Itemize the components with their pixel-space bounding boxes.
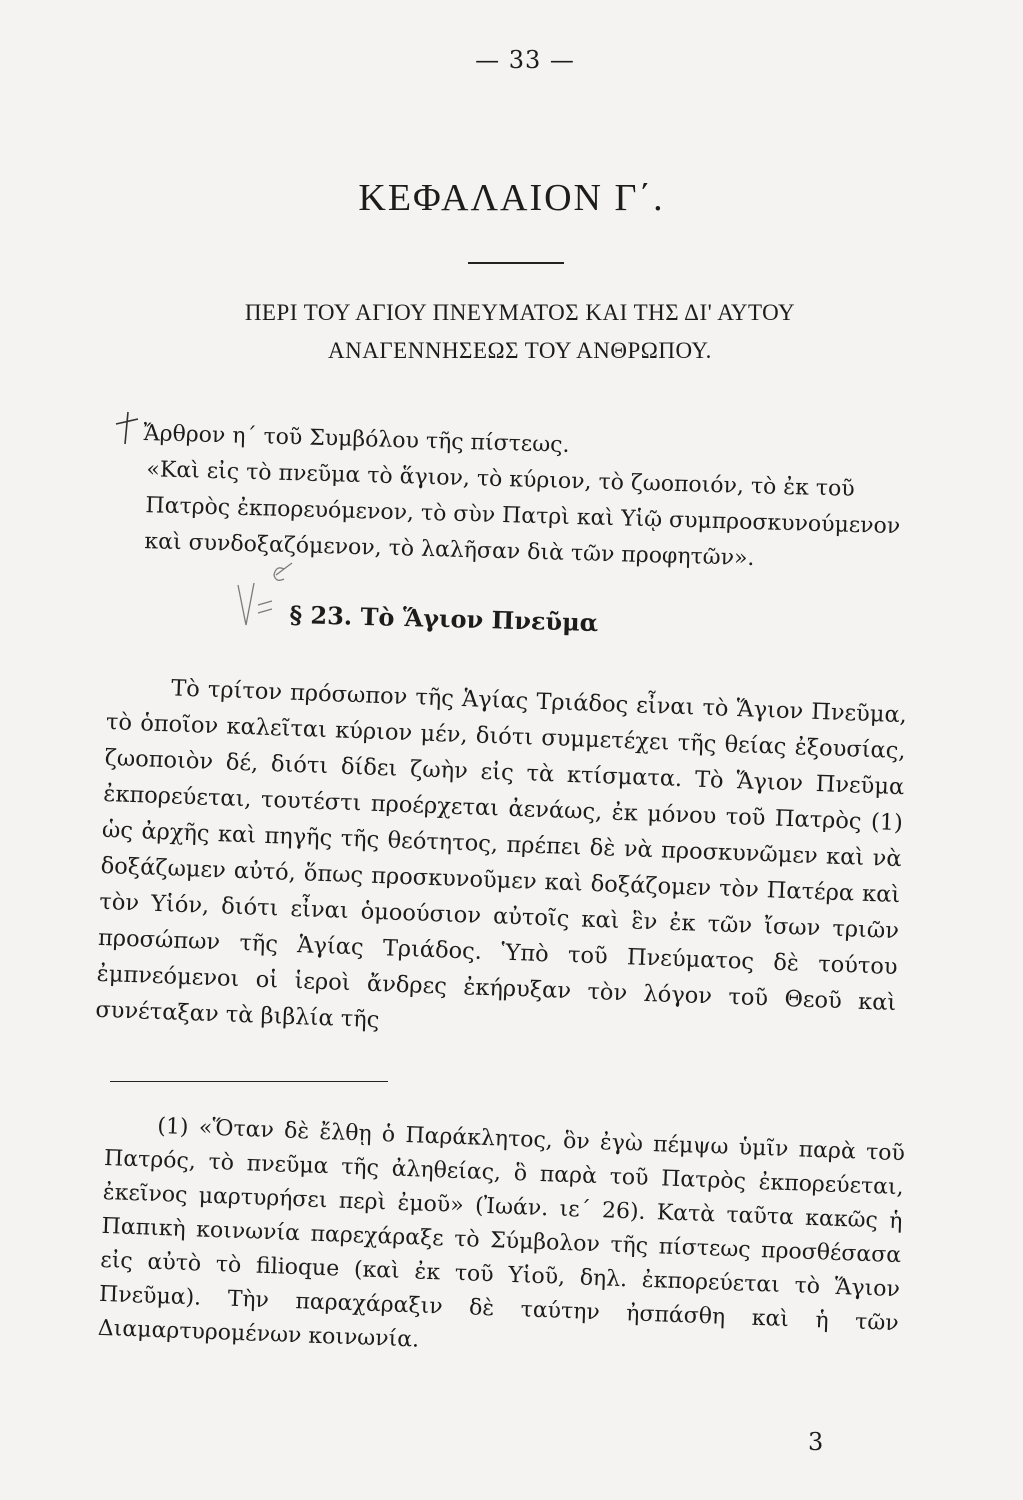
creed-text: «Καὶ εἰς τὸ πνεῦμα τὸ ἅγιον, τὸ κύριον, τὸ ζωοποιόν, τὸ ἐκ τοῦ Πατρὸς ἐκπορευόμενον, τὸ σὺν Πατρὶ καὶ Υἱῷ συμπροσκυνούμενον καὶ συνδοξαζόμενον, τὸ λαλῆσαν διὰ τῶν προφητῶν». xyxy=(144,457,901,572)
footnote-text: (1) «Ὅταν δὲ ἔλθῃ ὁ Παράκλητος, ὃν ἐγὼ πέμψω ὑμῖν παρὰ τοῦ Πατρός, τὸ πνεῦμα τῆς ἀληθείας, ὃ παρὰ τοῦ Πατρὸς ἐκπορεύεται, ἐκεῖνος μαρτυρήσει περὶ ἐμοῦ» (Ἰωάν. ιε΄ 26). Κατὰ ταῦτα κακῶς ἡ Παπικὴ κοινωνία παρεχάραξε τὸ Σύμβολον τῆς πίστεως προσθέσασα εἰς αὐτὸ τὸ filioque (καὶ ἐκ τοῦ Υἱοῦ, δηλ. ἐκπορεύεται τὸ Ἅγιον Πνεῦμα). Τὴν παραχάραξιν δὲ ταύτην ἠσπάσθη καὶ ἡ τῶν Διαμαρτυρομένων κοινωνία. xyxy=(97,1113,906,1353)
chapter-subtitle-line2: ΑΝΑΓΕΝΝΗΣΕΩΣ ΤΟΥ ΑΝΘΡΩΠΟΥ. xyxy=(328,338,712,363)
footnote-divider xyxy=(110,1081,388,1082)
section-heading: § 23. Τὸ Ἅγιον Πνεῦμα xyxy=(289,600,599,638)
chapter-title: ΚΕΦΑΛΑΙΟΝ Γ΄. xyxy=(358,177,665,219)
signature-mark: 3 xyxy=(808,1428,824,1456)
page-number: — 33 — xyxy=(475,46,575,74)
body-paragraph: Τὸ τρίτον πρόσωπον τῆς Ἁγίας Τριάδος εἶναι τὸ Ἅγιον Πνεῦμα, τὸ ὁποῖον καλεῖται κύριον μέν, διότι συμμετέχει τῆς θείας ἐξουσίας, ζωοποιὸν δέ, διότι δίδει ζωὴν εἰς τὰ κτίσματα. Τὸ Ἅγιον Πνεῦμα ἐκπορεύεται, τουτέστι προέρχεται ἀενάως, ἐκ μόνου τοῦ Πατρὸς (1) ὡς ἀρχῆς καὶ πηγῆς τῆς θεότητος, πρέπει δὲ νὰ προσκυνῶμεν καὶ νὰ δοξάζωμεν αὐτό, ὅπως προσκυνοῦμεν καὶ δοξάζομεν τὸν Πατέρα καὶ τὸν Υἱόν, διότι εἶναι ὁμοούσιον αὐτοῖς καὶ ἓν ἐκ τῶν ἴσων τριῶν προσώπων τῆς Ἁγίας Τριάδος. Ὑπὸ τοῦ Πνεύματος δὲ τούτου ἐμπνεόμενοι οἱ ἱεροὶ ἄνδρες ἐκήρυξαν τὸν λόγον τοῦ Θεοῦ καὶ συνέταξαν τὰ βιβλία τῆς xyxy=(94,675,908,1034)
chapter-subtitle-line1: ΠΕΡΙ ΤΟΥ ΑΓΙΟΥ ΠΝΕΥΜΑΤΟΣ ΚΑΙ ΤΗΣ ΔΙ' ΑΥΤΟΥ xyxy=(244,300,796,325)
footnote xyxy=(97,1108,905,1375)
creed-article xyxy=(104,415,908,581)
body-text xyxy=(95,668,908,1057)
title-divider xyxy=(468,262,564,264)
creed-label: Ἄρθρον η΄ τοῦ Συμβόλου τῆς πίστεως. xyxy=(143,421,570,458)
